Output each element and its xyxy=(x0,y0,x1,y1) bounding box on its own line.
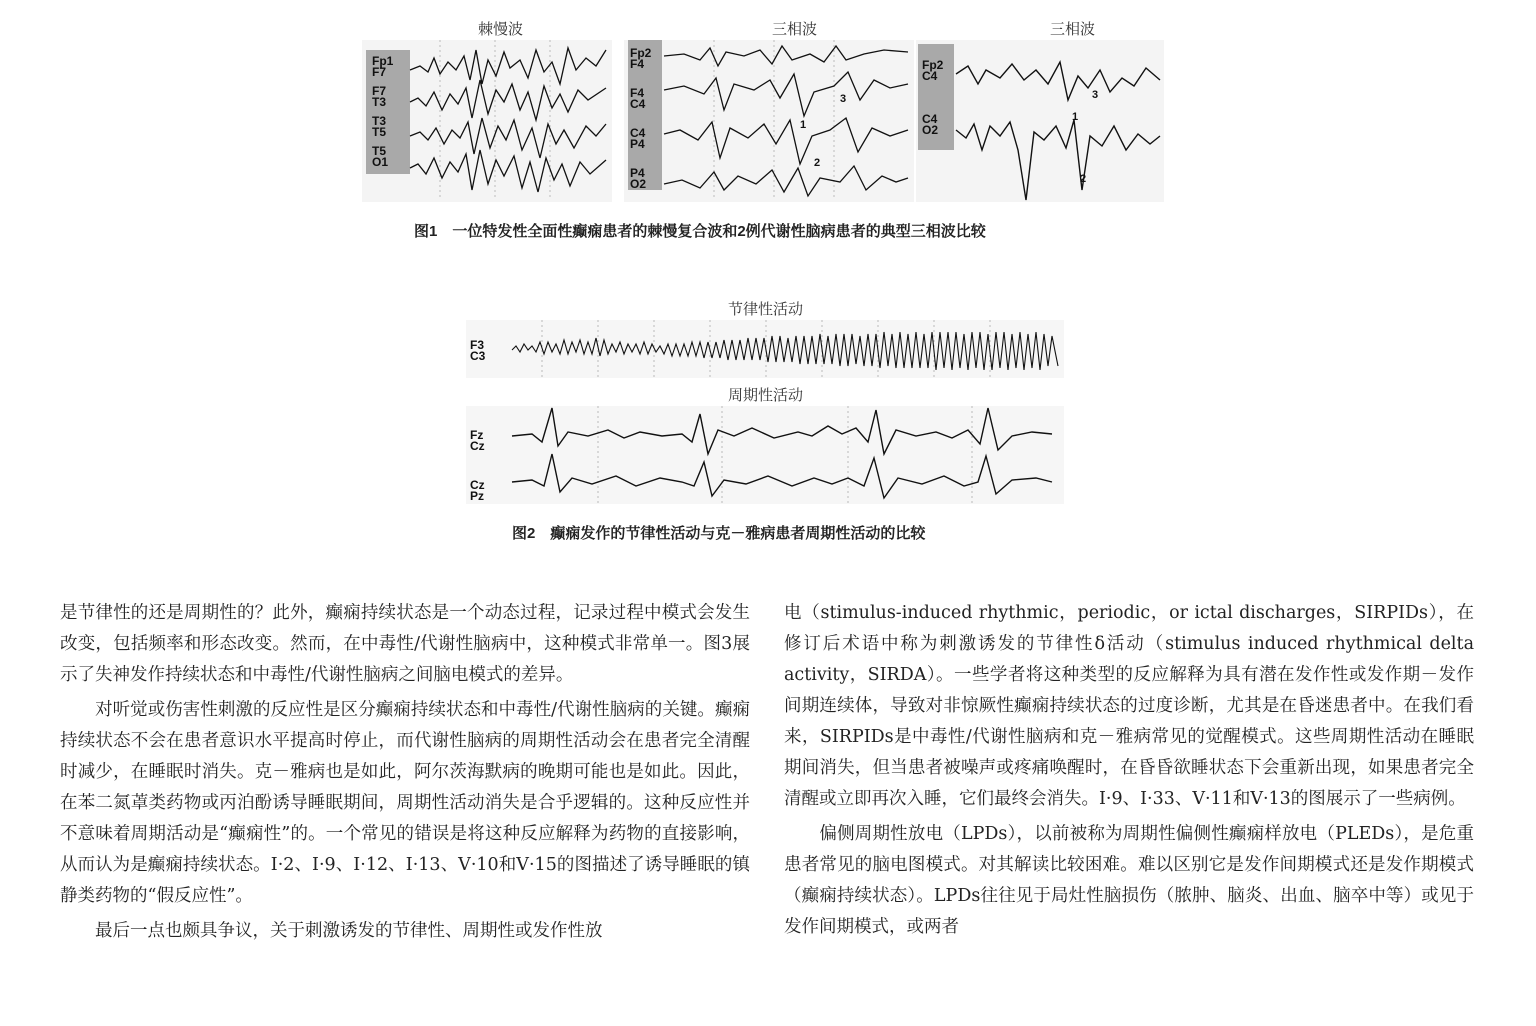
figure-1-caption: 图1 一位特发性全面性癫痫患者的棘慢复合波和2例代谢性脑病患者的典型三相波比较 xyxy=(414,223,986,240)
channel-label: Cz Pz xyxy=(470,478,485,503)
trace-marker: 2 xyxy=(814,157,821,169)
trace-marker: 1 xyxy=(800,119,807,131)
eeg-traces-triphasic-1 xyxy=(664,40,910,202)
right-text-column xyxy=(784,598,1474,947)
channel-label: P4 O2 xyxy=(630,166,647,191)
figure-2-caption: 图2 癫痫发作的节律性活动与克－雅病患者周期性活动的比较 xyxy=(512,525,926,542)
channel-label: C4 O2 xyxy=(922,112,939,137)
panel-title: 三相波 xyxy=(772,20,818,38)
paragraph: 偏侧周期性放电（LPDs），以前被称为周期性偏侧性癫痫样放电（PLEDs），是危重患者常见的脑电图模式。对其解读比较困难。难以区别它是发作间期模式还是发作期模式（癫痫持续状态）。LPDs往往见于局灶性脑损伤（脓肿、脑炎、出血、脑卒中等）或见于发作间期模式，或两者 xyxy=(784,824,1474,937)
trace-marker: 1 xyxy=(1072,111,1079,123)
channel-label: Fp2 C4 xyxy=(922,58,944,83)
channel-label: F4 C4 xyxy=(630,86,646,111)
eeg-trace-rhythmic xyxy=(512,320,1062,378)
left-text-column xyxy=(60,598,750,951)
rhythmic-title: 节律性活动 xyxy=(728,300,804,318)
panel-title: 棘慢波 xyxy=(478,20,524,38)
paragraph: 最后一点也颇具争议，关于刺激诱发的节律性、周期性或发作性放 xyxy=(60,921,603,941)
channel-label: C4 P4 xyxy=(630,126,646,151)
paragraph: 是节律性的还是周期性的？此外，癫痫持续状态是一个动态过程，记录过程中模式会发生改变，包括频率和形态改变。然而，在中毒性/代谢性脑病中，这种模式非常单一。图3展示了失神发作持续状态和中毒性/代谢性脑病之间脑电模式的差异。 xyxy=(60,603,750,685)
paragraph: 对听觉或伤害性刺激的反应性是区分癫痫持续状态和中毒性/代谢性脑病的关键。癫痫持续状态不会在患者意识水平提高时停止，而代谢性脑病的周期性活动会在患者完全清醒时减少，在睡眠时消失。克－雅病也是如此，阿尔茨海默病的晚期可能也是如此。因此，在苯二氮䓬类药物或丙泊酚诱导睡眠期间，周期性活动消失是合乎逻辑的。这种反应性并不意味着周期活动是“癫痫性”的。一个常见的错误是将这种反应解释为药物的直接影响，从而认为是癫痫持续状态。Ⅰ·2、Ⅰ·9、Ⅰ·12、Ⅰ·13、Ⅴ·10和Ⅴ·15的图描述了诱导睡眠的镇静类药物的“假反应性”。 xyxy=(60,700,750,906)
periodic-title: 周期性活动 xyxy=(728,386,804,404)
channel-label: F3 C3 xyxy=(470,338,486,363)
channel-label: T3 T5 xyxy=(372,114,387,139)
channel-label: F7 T3 xyxy=(372,84,387,109)
channel-label: Fz Cz xyxy=(470,428,485,453)
eeg-traces-spike-wave xyxy=(410,40,610,202)
eeg-traces-periodic xyxy=(512,406,1062,504)
paragraph: 电（stimulus-induced rhythmic，periodic，or ictal discharges，SIRPIDs），在修订后术语中称为刺激诱发的节律性δ活动（stimulus induced rhythmical delta activity，SIRDA）。一些学者将这种类型的反应解释为具有潜在发作性或发作期－发作间期连续体，导致对非惊厥性癫痫持续状态的过度诊断，尤其是在昏迷患者中。在我们看来，SIRPIDs是中毒性/代谢性脑病和克－雅病常见的觉醒模式。这些周期性活动在睡眠期间消失，但当患者被噪声或疼痛唤醒时，在昏昏欲睡状态下会重新出现，如果患者完全清醒或立即再次入睡，它们最终会消失。Ⅰ·9、Ⅰ·33、Ⅴ·11和Ⅴ·13的图展示了一些病例。 xyxy=(784,603,1474,809)
channel-label: Fp1 F7 xyxy=(372,54,394,79)
trace-marker: 2 xyxy=(1080,173,1087,185)
eeg-traces-triphasic-2 xyxy=(956,40,1162,202)
trace-marker: 3 xyxy=(1092,89,1099,101)
channel-label: Fp2 F4 xyxy=(630,46,652,71)
panel-title: 三相波 xyxy=(1050,20,1096,38)
trace-marker: 3 xyxy=(840,93,847,105)
channel-label: T5 O1 xyxy=(372,144,389,169)
